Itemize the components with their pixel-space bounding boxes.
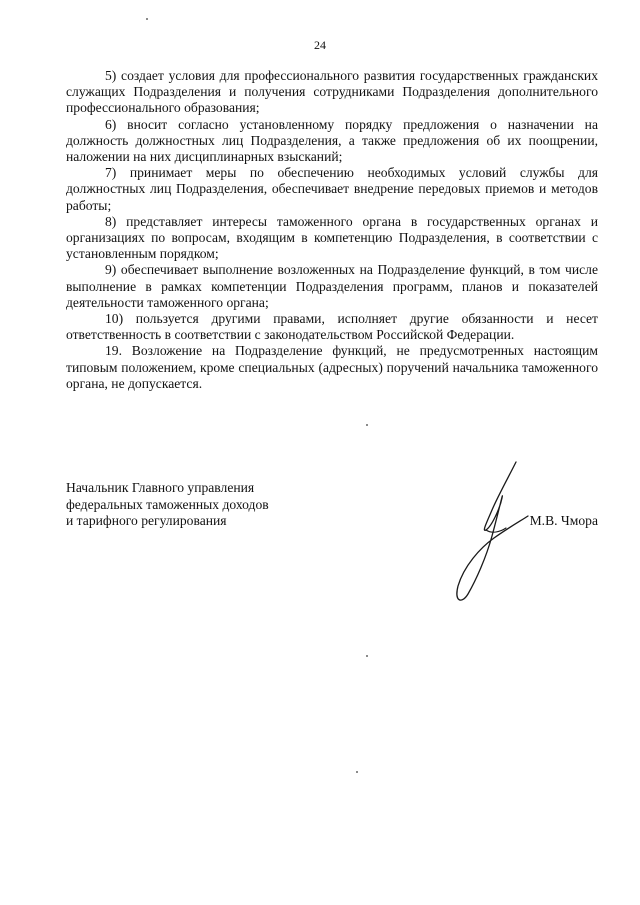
scan-speck <box>146 18 148 20</box>
document-body <box>66 68 598 392</box>
scan-speck <box>356 771 358 773</box>
signer-position <box>66 480 269 530</box>
signer-position-line: федеральных таможенных доходов <box>66 496 269 512</box>
page-number: 24 <box>314 38 326 52</box>
list-item-7: 7) принимает меры по обеспечению необходимых условий службы для должностных лиц Подразделения, обеспечивает внедрение передовых приемов и методов работы; <box>66 165 598 213</box>
clause-19: 19. Возложение на Подразделение функций, не предусмотренных настоящим типовым положением, кроме специальных (адресных) поручений начальника таможенного органа, не допускается. <box>66 343 598 391</box>
list-item-8: 8) представляет интересы таможенного органа в государственных органах и организациях по вопросам, входящим в компетенцию Подразделения, в соответствии с установленным порядком; <box>66 213 598 262</box>
signer-position-line: и тарифного регулирования <box>66 513 227 528</box>
signer-position-line: Начальник Главного управления <box>66 480 255 495</box>
list-item-9: 9) обеспечивает выполнение возложенных на Подразделение функций, в том числе выполнение в рамках компетенции Подразделения программ, планов и показателей деятельности таможенного органа; <box>66 262 598 310</box>
scan-speck <box>366 655 368 657</box>
signer-name: М.В. Чмора <box>529 513 598 528</box>
list-item-5: 5) создает условия для профессионального развития государственных гражданских служащих Подразделения и получения сотрудниками Подразделения дополнительного профессионального образования; <box>66 68 598 116</box>
list-item-10: 10) пользуется другими правами, исполняет другие обязанности и несет ответственность в соответствии с законодательством Российской Федерации. <box>66 311 598 343</box>
scan-speck <box>366 424 368 426</box>
handwritten-signature <box>446 458 556 608</box>
list-item-6: 6) вносит согласно установленному порядку предложения о назначении на должность должностных лиц Подразделения, а также предложения об их поощрении, наложении на них дисциплинарных взысканий; <box>66 116 598 165</box>
signature-block <box>66 480 598 600</box>
